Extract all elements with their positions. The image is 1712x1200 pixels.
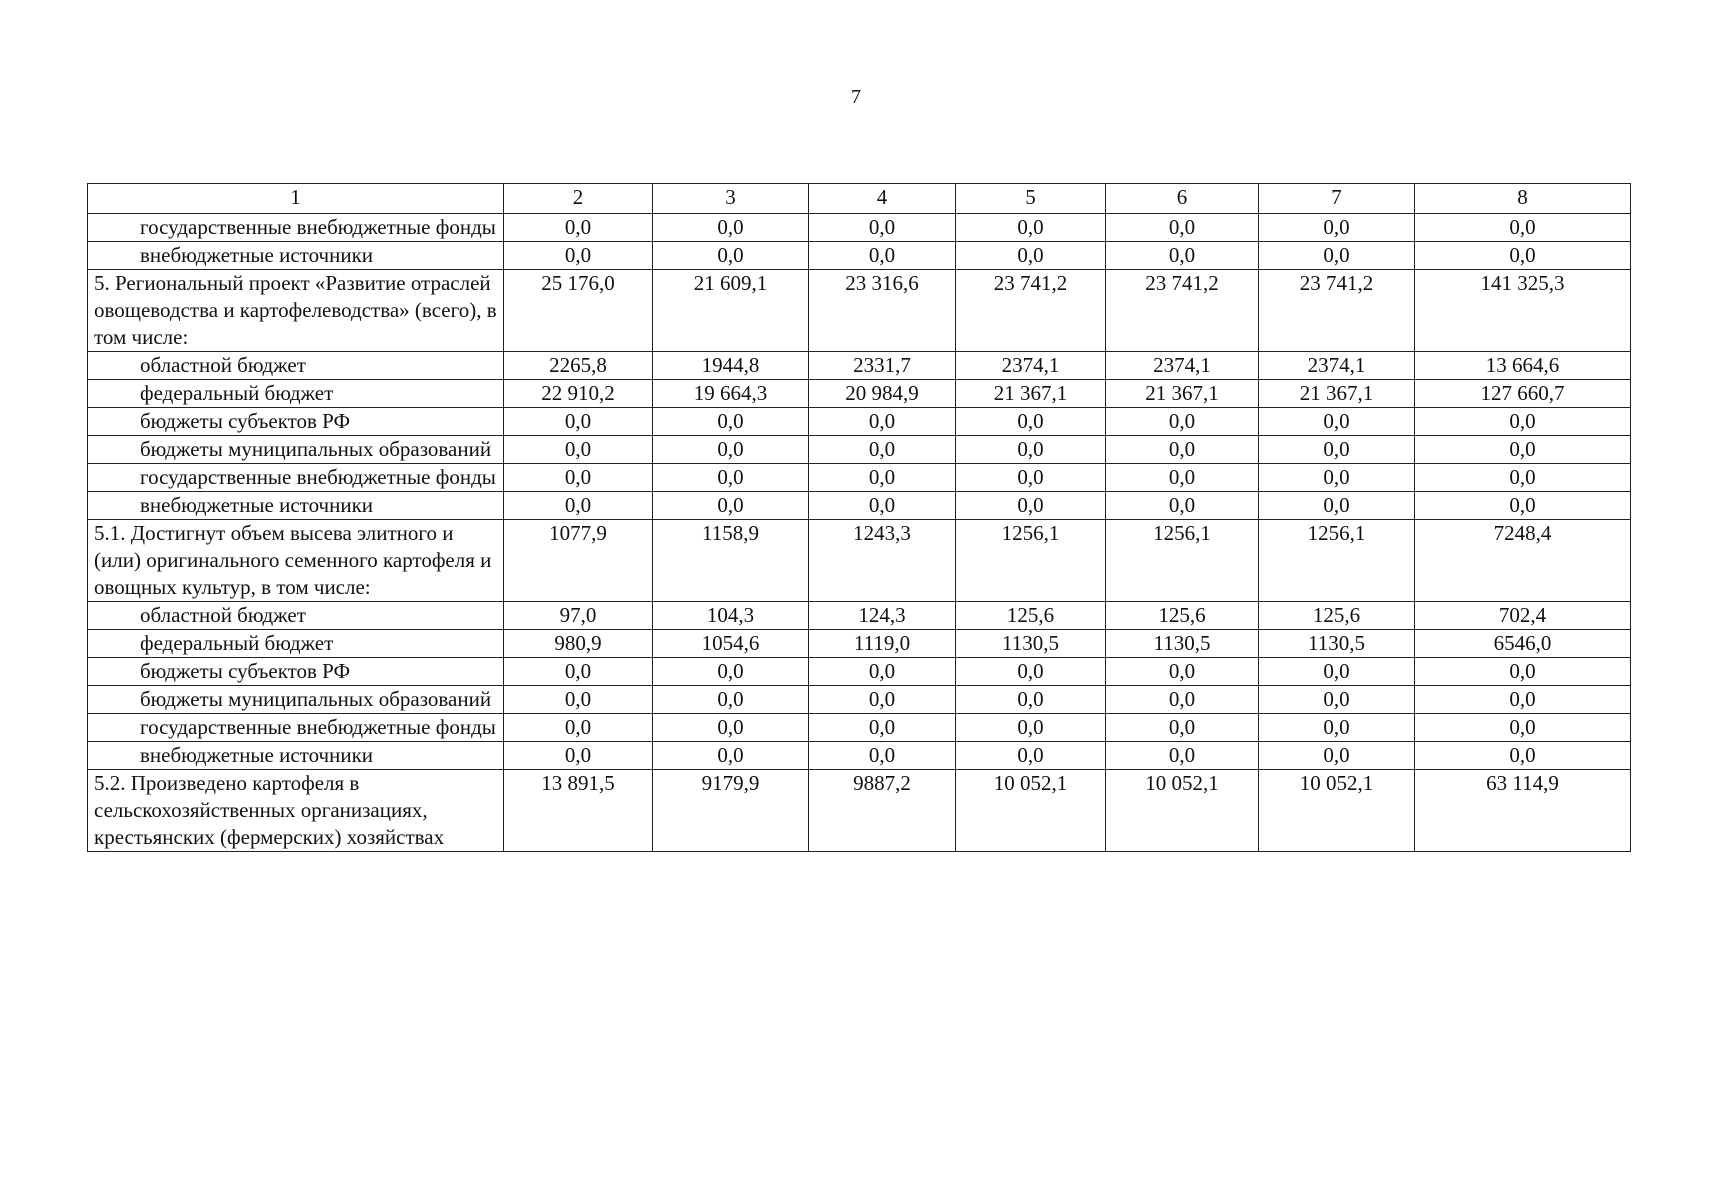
value-cell-col-5: 0,0 <box>956 658 1106 686</box>
value-cell-col-3: 0,0 <box>653 658 809 686</box>
row-label: бюджеты субъектов РФ <box>88 658 504 686</box>
value-cell-col-5: 0,0 <box>956 714 1106 742</box>
row-label: внебюджетные источники <box>88 242 504 270</box>
value-cell-col-8: 0,0 <box>1415 464 1631 492</box>
row-label: областной бюджет <box>88 602 504 630</box>
row-label-section: 5. Региональный проект «Развитие отраслей овощеводства и картофелеводства» (всего), в том числе: <box>88 270 504 352</box>
value-cell-col-5: 2374,1 <box>956 352 1106 380</box>
value-cell-col-7: 0,0 <box>1259 492 1415 520</box>
value-cell-col-7: 1130,5 <box>1259 630 1415 658</box>
value-cell-col-7: 21 367,1 <box>1259 380 1415 408</box>
table-row <box>88 770 1631 852</box>
value-cell-col-3: 1158,9 <box>653 520 809 602</box>
value-cell-col-5: 0,0 <box>956 214 1106 242</box>
row-label: бюджеты муниципальных образований <box>88 686 504 714</box>
table-row <box>88 742 1631 770</box>
value-cell-col-2: 13 891,5 <box>504 770 653 852</box>
value-cell-col-6: 0,0 <box>1106 464 1259 492</box>
value-cell-col-6: 0,0 <box>1106 242 1259 270</box>
value-cell-col-2: 97,0 <box>504 602 653 630</box>
row-label: федеральный бюджет <box>88 630 504 658</box>
value-cell-col-5: 0,0 <box>956 464 1106 492</box>
value-cell-col-5: 0,0 <box>956 492 1106 520</box>
row-label: государственные внебюджетные фонды <box>88 464 504 492</box>
table-row <box>88 352 1631 380</box>
column-header-6: 6 <box>1106 184 1259 214</box>
value-cell-col-2: 980,9 <box>504 630 653 658</box>
value-cell-col-6: 1256,1 <box>1106 520 1259 602</box>
value-cell-col-6: 0,0 <box>1106 492 1259 520</box>
value-cell-col-2: 2265,8 <box>504 352 653 380</box>
value-cell-col-4: 0,0 <box>809 408 956 436</box>
row-label: бюджеты субъектов РФ <box>88 408 504 436</box>
value-cell-col-2: 0,0 <box>504 714 653 742</box>
column-header-8: 8 <box>1415 184 1631 214</box>
value-cell-col-8: 0,0 <box>1415 714 1631 742</box>
row-label: бюджеты муниципальных образований <box>88 436 504 464</box>
value-cell-col-4: 20 984,9 <box>809 380 956 408</box>
row-label: внебюджетные источники <box>88 492 504 520</box>
value-cell-col-4: 0,0 <box>809 242 956 270</box>
page-number: 7 <box>851 86 861 108</box>
value-cell-col-4: 0,0 <box>809 686 956 714</box>
value-cell-col-6: 0,0 <box>1106 214 1259 242</box>
value-cell-col-6: 0,0 <box>1106 742 1259 770</box>
value-cell-col-7: 0,0 <box>1259 408 1415 436</box>
value-cell-col-6: 0,0 <box>1106 436 1259 464</box>
budget-table <box>87 183 1631 852</box>
row-label: государственные внебюджетные фонды <box>88 714 504 742</box>
value-cell-col-4: 0,0 <box>809 658 956 686</box>
value-cell-col-3: 0,0 <box>653 714 809 742</box>
column-header-4: 4 <box>809 184 956 214</box>
value-cell-col-5: 0,0 <box>956 242 1106 270</box>
value-cell-col-7: 23 741,2 <box>1259 270 1415 352</box>
value-cell-col-4: 0,0 <box>809 742 956 770</box>
value-cell-col-4: 0,0 <box>809 714 956 742</box>
value-cell-col-7: 0,0 <box>1259 436 1415 464</box>
value-cell-col-3: 0,0 <box>653 436 809 464</box>
value-cell-col-3: 1054,6 <box>653 630 809 658</box>
value-cell-col-5: 125,6 <box>956 602 1106 630</box>
value-cell-col-6: 2374,1 <box>1106 352 1259 380</box>
table-row <box>88 602 1631 630</box>
value-cell-col-2: 0,0 <box>504 742 653 770</box>
value-cell-col-3: 1944,8 <box>653 352 809 380</box>
table-row <box>88 658 1631 686</box>
value-cell-col-4: 0,0 <box>809 492 956 520</box>
value-cell-col-8: 141 325,3 <box>1415 270 1631 352</box>
value-cell-col-2: 0,0 <box>504 658 653 686</box>
value-cell-col-7: 0,0 <box>1259 686 1415 714</box>
value-cell-col-6: 1130,5 <box>1106 630 1259 658</box>
value-cell-col-2: 0,0 <box>504 408 653 436</box>
value-cell-col-4: 2331,7 <box>809 352 956 380</box>
value-cell-col-6: 21 367,1 <box>1106 380 1259 408</box>
row-label: государственные внебюджетные фонды <box>88 214 504 242</box>
table-row <box>88 464 1631 492</box>
value-cell-col-2: 0,0 <box>504 436 653 464</box>
value-cell-col-7: 0,0 <box>1259 214 1415 242</box>
column-header-7: 7 <box>1259 184 1415 214</box>
value-cell-col-7: 10 052,1 <box>1259 770 1415 852</box>
value-cell-col-3: 0,0 <box>653 464 809 492</box>
value-cell-col-8: 13 664,6 <box>1415 352 1631 380</box>
value-cell-col-6: 10 052,1 <box>1106 770 1259 852</box>
value-cell-col-5: 21 367,1 <box>956 380 1106 408</box>
value-cell-col-6: 0,0 <box>1106 658 1259 686</box>
table-header <box>88 184 1631 214</box>
value-cell-col-7: 125,6 <box>1259 602 1415 630</box>
row-label-section: 5.2. Произведено картофеля в сельскохозяйственных организациях, крестьянских (фермерских) хозяйствах <box>88 770 504 852</box>
value-cell-col-6: 0,0 <box>1106 686 1259 714</box>
value-cell-col-4: 1243,3 <box>809 520 956 602</box>
value-cell-col-8: 0,0 <box>1415 408 1631 436</box>
value-cell-col-3: 21 609,1 <box>653 270 809 352</box>
column-header-1: 1 <box>88 184 504 214</box>
value-cell-col-5: 0,0 <box>956 408 1106 436</box>
value-cell-col-5: 0,0 <box>956 742 1106 770</box>
table-row <box>88 242 1631 270</box>
value-cell-col-8: 6546,0 <box>1415 630 1631 658</box>
value-cell-col-2: 1077,9 <box>504 520 653 602</box>
table-body <box>88 214 1631 852</box>
column-header-2: 2 <box>504 184 653 214</box>
value-cell-col-4: 23 316,6 <box>809 270 956 352</box>
value-cell-col-5: 10 052,1 <box>956 770 1106 852</box>
value-cell-col-6: 0,0 <box>1106 714 1259 742</box>
value-cell-col-8: 0,0 <box>1415 686 1631 714</box>
row-label: внебюджетные источники <box>88 742 504 770</box>
header-row <box>88 184 1631 214</box>
value-cell-col-3: 0,0 <box>653 742 809 770</box>
value-cell-col-3: 0,0 <box>653 242 809 270</box>
value-cell-col-5: 23 741,2 <box>956 270 1106 352</box>
table-row <box>88 492 1631 520</box>
value-cell-col-8: 7248,4 <box>1415 520 1631 602</box>
value-cell-col-5: 0,0 <box>956 436 1106 464</box>
value-cell-col-4: 9887,2 <box>809 770 956 852</box>
value-cell-col-7: 0,0 <box>1259 464 1415 492</box>
table-row <box>88 714 1631 742</box>
row-label: федеральный бюджет <box>88 380 504 408</box>
value-cell-col-8: 127 660,7 <box>1415 380 1631 408</box>
value-cell-col-6: 125,6 <box>1106 602 1259 630</box>
value-cell-col-2: 25 176,0 <box>504 270 653 352</box>
value-cell-col-2: 0,0 <box>504 686 653 714</box>
value-cell-col-4: 0,0 <box>809 214 956 242</box>
column-header-5: 5 <box>956 184 1106 214</box>
value-cell-col-3: 9179,9 <box>653 770 809 852</box>
value-cell-col-7: 0,0 <box>1259 242 1415 270</box>
row-label-section: 5.1. Достигнут объем высева элитного и (или) оригинального семенного картофеля и овощных культур, в том числе: <box>88 520 504 602</box>
value-cell-col-2: 22 910,2 <box>504 380 653 408</box>
value-cell-col-4: 0,0 <box>809 436 956 464</box>
value-cell-col-3: 104,3 <box>653 602 809 630</box>
value-cell-col-3: 0,0 <box>653 686 809 714</box>
value-cell-col-8: 0,0 <box>1415 742 1631 770</box>
table-row <box>88 380 1631 408</box>
value-cell-col-8: 0,0 <box>1415 436 1631 464</box>
value-cell-col-5: 0,0 <box>956 686 1106 714</box>
value-cell-col-8: 63 114,9 <box>1415 770 1631 852</box>
row-label: областной бюджет <box>88 352 504 380</box>
table-row <box>88 630 1631 658</box>
value-cell-col-7: 0,0 <box>1259 714 1415 742</box>
table-row <box>88 408 1631 436</box>
value-cell-col-4: 0,0 <box>809 464 956 492</box>
value-cell-col-3: 19 664,3 <box>653 380 809 408</box>
value-cell-col-3: 0,0 <box>653 492 809 520</box>
value-cell-col-8: 702,4 <box>1415 602 1631 630</box>
table-row <box>88 686 1631 714</box>
value-cell-col-8: 0,0 <box>1415 658 1631 686</box>
table-row <box>88 214 1631 242</box>
value-cell-col-6: 0,0 <box>1106 408 1259 436</box>
value-cell-col-4: 1119,0 <box>809 630 956 658</box>
value-cell-col-7: 0,0 <box>1259 658 1415 686</box>
value-cell-col-8: 0,0 <box>1415 242 1631 270</box>
table-row <box>88 270 1631 352</box>
value-cell-col-2: 0,0 <box>504 492 653 520</box>
value-cell-col-2: 0,0 <box>504 464 653 492</box>
value-cell-col-2: 0,0 <box>504 214 653 242</box>
value-cell-col-5: 1130,5 <box>956 630 1106 658</box>
value-cell-col-8: 0,0 <box>1415 492 1631 520</box>
value-cell-col-2: 0,0 <box>504 242 653 270</box>
table-row <box>88 436 1631 464</box>
value-cell-col-4: 124,3 <box>809 602 956 630</box>
value-cell-col-7: 1256,1 <box>1259 520 1415 602</box>
table-row <box>88 520 1631 602</box>
value-cell-col-3: 0,0 <box>653 214 809 242</box>
value-cell-col-8: 0,0 <box>1415 214 1631 242</box>
value-cell-col-7: 2374,1 <box>1259 352 1415 380</box>
value-cell-col-6: 23 741,2 <box>1106 270 1259 352</box>
value-cell-col-3: 0,0 <box>653 408 809 436</box>
value-cell-col-5: 1256,1 <box>956 520 1106 602</box>
column-header-3: 3 <box>653 184 809 214</box>
value-cell-col-7: 0,0 <box>1259 742 1415 770</box>
